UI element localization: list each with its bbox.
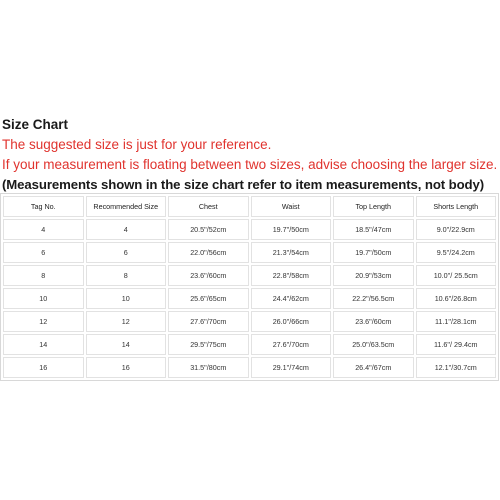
table-cell: 10 [3,288,84,309]
table-cell: 26.0"/66cm [251,311,332,332]
size-table [0,193,499,381]
table-cell: 25.6"/65cm [168,288,249,309]
table-cell: 25.0"/63.5cm [333,334,414,355]
table-cell: 27.6"/70cm [168,311,249,332]
table-cell: 11.6"/ 29.4cm [416,334,497,355]
table-row [3,288,496,309]
table-cell: 8 [3,265,84,286]
column-header: Chest [168,196,249,217]
table-cell: 9.5"/24.2cm [416,242,497,263]
table-cell: 27.6"/70cm [251,334,332,355]
measurement-note: (Measurements shown in the size chart refer to item measurements, not body) [2,177,485,192]
table-cell: 26.4"/67cm [333,357,414,378]
table-row [3,242,496,263]
table-row [3,265,496,286]
size-chart-heading [2,115,498,195]
table-cell: 6 [3,242,84,263]
table-cell: 10.6"/26.8cm [416,288,497,309]
table-cell: 23.6"/60cm [168,265,249,286]
table-cell: 19.7"/50cm [333,242,414,263]
table-header-row [3,196,496,217]
reference-note: The suggested size is just for your reference. [2,137,272,152]
table-cell: 6 [86,242,167,263]
table-cell: 22.8"/58cm [251,265,332,286]
column-header: Waist [251,196,332,217]
size-chart-title: Size Chart [2,117,69,132]
table-cell: 16 [86,357,167,378]
table-cell: 11.1"/28.1cm [416,311,497,332]
table-cell: 14 [3,334,84,355]
sizing-advice-note: If your measurement is floating between two sizes, advise choosing the larger size. [2,157,498,172]
table-cell: 16 [3,357,84,378]
table-cell: 12 [3,311,84,332]
table-row [3,311,496,332]
table-cell: 19.7"/50cm [251,219,332,240]
table-cell: 21.3"/54cm [251,242,332,263]
table-cell: 14 [86,334,167,355]
table-row [3,357,496,378]
table-cell: 31.5"/80cm [168,357,249,378]
column-header: Recommended Size [86,196,167,217]
column-header: Shorts Length [416,196,497,217]
table-cell: 10 [86,288,167,309]
column-header: Top Length [333,196,414,217]
column-header: Tag No. [3,196,84,217]
table-cell: 8 [86,265,167,286]
table-cell: 29.5"/75cm [168,334,249,355]
table-cell: 24.4"/62cm [251,288,332,309]
table-cell: 22.0"/56cm [168,242,249,263]
table-cell: 12 [86,311,167,332]
table-cell: 4 [86,219,167,240]
table-row [3,334,496,355]
table-cell: 23.6"/60cm [333,311,414,332]
table-cell: 20.9"/53cm [333,265,414,286]
table-row [3,219,496,240]
table-cell: 9.0"/22.9cm [416,219,497,240]
table-cell: 20.5"/52cm [168,219,249,240]
table-cell: 12.1"/30.7cm [416,357,497,378]
table-cell: 22.2"/56.5cm [333,288,414,309]
table-cell: 29.1"/74cm [251,357,332,378]
table-cell: 10.0"/ 25.5cm [416,265,497,286]
table-cell: 4 [3,219,84,240]
table-cell: 18.5"/47cm [333,219,414,240]
